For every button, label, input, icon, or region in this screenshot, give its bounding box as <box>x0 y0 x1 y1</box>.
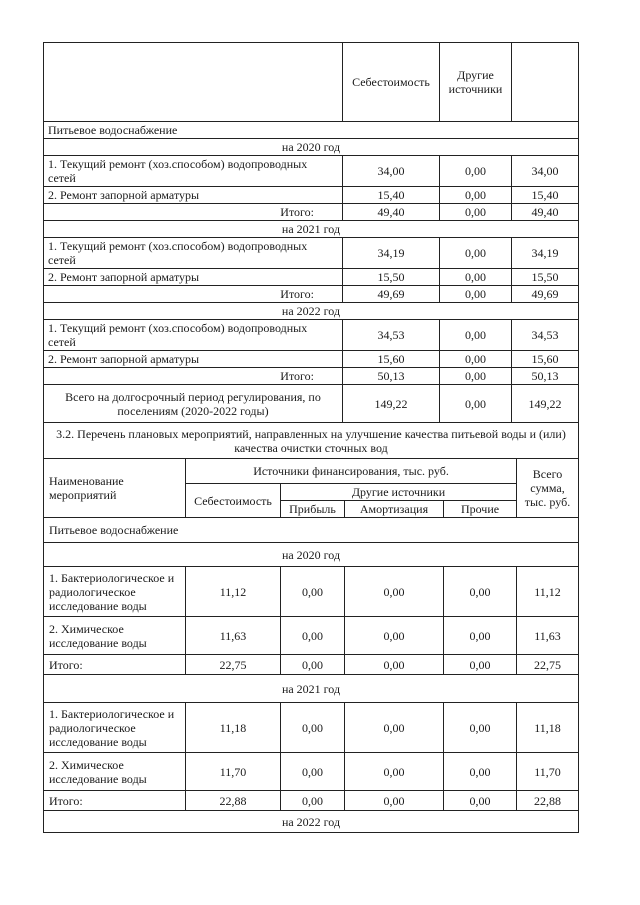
table-row <box>44 156 579 187</box>
table-row <box>44 351 579 368</box>
year-row <box>44 139 579 156</box>
value-cell: 15,40 <box>343 187 440 204</box>
table-row <box>44 320 579 351</box>
value-cell: 0,00 <box>440 320 512 351</box>
table-row <box>44 617 579 655</box>
header-cell-name <box>44 43 343 122</box>
value-cell: 15,60 <box>343 351 440 368</box>
row-name: 2. Химическое исследование воды <box>44 753 186 791</box>
costs-table <box>43 42 579 459</box>
value-cell: 22,75 <box>517 655 579 675</box>
year-label: на 2020 год <box>44 139 579 156</box>
year-row <box>44 675 579 703</box>
section-row <box>44 518 579 543</box>
value-cell: 0,00 <box>281 567 345 617</box>
value-cell: 0,00 <box>444 703 517 753</box>
row-name: 2. Ремонт запорной арматуры <box>44 187 343 204</box>
row-name: 2. Химическое исследование воды <box>44 617 186 655</box>
section-row <box>44 122 579 139</box>
value-cell: 49,69 <box>512 286 579 303</box>
header-cell-cost: Себестоимость <box>186 484 281 518</box>
value-cell: 0,00 <box>281 703 345 753</box>
value-cell: 50,13 <box>343 368 440 385</box>
year-label: на 2020 год <box>44 543 579 567</box>
header-cell-other: Другие источники <box>440 43 512 122</box>
value-cell: 0,00 <box>440 156 512 187</box>
header-cell-misc: Прочие <box>444 501 517 518</box>
value-cell: 34,19 <box>343 238 440 269</box>
value-cell: 0,00 <box>444 617 517 655</box>
value-cell: 0,00 <box>440 286 512 303</box>
row-name: 2. Ремонт запорной арматуры <box>44 351 343 368</box>
value-cell: 34,53 <box>343 320 440 351</box>
header-cell-name: Наименование мероприятий <box>44 459 186 518</box>
value-cell: 149,22 <box>512 385 579 423</box>
value-cell: 11,70 <box>186 753 281 791</box>
header-cell-cost: Себестоимость <box>343 43 440 122</box>
year-label: на 2022 год <box>44 811 579 833</box>
year-label: на 2021 год <box>44 675 579 703</box>
header-cell-amort: Амортизация <box>345 501 444 518</box>
section-label: Питьевое водоснабжение <box>44 518 579 543</box>
value-cell: 0,00 <box>444 753 517 791</box>
value-cell: 11,18 <box>186 703 281 753</box>
value-cell: 0,00 <box>281 655 345 675</box>
value-cell: 149,22 <box>343 385 440 423</box>
table-header-row <box>44 43 579 122</box>
value-cell: 22,75 <box>186 655 281 675</box>
table-row <box>44 567 579 617</box>
value-cell: 50,13 <box>512 368 579 385</box>
measures-table <box>43 458 579 833</box>
value-cell: 15,50 <box>343 269 440 286</box>
header-cell-total: Всего сумма, тыс. руб. <box>517 459 579 518</box>
total-row <box>44 791 579 811</box>
value-cell: 15,50 <box>512 269 579 286</box>
value-cell: 0,00 <box>281 753 345 791</box>
grand-total-label: Всего на долгосрочный период регулирования, по поселениям (2020-2022 годы) <box>44 385 343 423</box>
header-cell-sources: Источники финансирования, тыс. руб. <box>186 459 517 484</box>
total-row <box>44 655 579 675</box>
value-cell: 0,00 <box>440 351 512 368</box>
value-cell: 11,18 <box>517 703 579 753</box>
section-label: Питьевое водоснабжение <box>44 122 579 139</box>
total-label: Итого: <box>44 655 186 675</box>
year-label: на 2022 год <box>44 303 579 320</box>
total-row <box>44 286 579 303</box>
year-row <box>44 303 579 320</box>
value-cell: 0,00 <box>345 655 444 675</box>
total-row <box>44 368 579 385</box>
header-cell-total <box>512 43 579 122</box>
value-cell: 11,63 <box>186 617 281 655</box>
value-cell: 0,00 <box>444 791 517 811</box>
value-cell: 0,00 <box>345 791 444 811</box>
total-row <box>44 204 579 221</box>
value-cell: 0,00 <box>440 204 512 221</box>
value-cell: 34,19 <box>512 238 579 269</box>
value-cell: 22,88 <box>517 791 579 811</box>
table-row <box>44 187 579 204</box>
year-row <box>44 543 579 567</box>
year-label: на 2021 год <box>44 221 579 238</box>
table-row <box>44 269 579 286</box>
row-name: 2. Ремонт запорной арматуры <box>44 269 343 286</box>
table-row <box>44 753 579 791</box>
section-title: 3.2. Перечень плановых мероприятий, направленных на улучшение качества питьевой воды и (или) качества очистки сточных вод <box>44 423 579 459</box>
value-cell: 0,00 <box>281 791 345 811</box>
value-cell: 0,00 <box>440 368 512 385</box>
value-cell: 0,00 <box>440 238 512 269</box>
value-cell: 15,60 <box>512 351 579 368</box>
total-label: Итого: <box>44 204 343 221</box>
value-cell: 0,00 <box>345 753 444 791</box>
year-row <box>44 811 579 833</box>
value-cell: 11,12 <box>186 567 281 617</box>
value-cell: 0,00 <box>440 385 512 423</box>
value-cell: 22,88 <box>186 791 281 811</box>
value-cell: 0,00 <box>440 187 512 204</box>
value-cell: 0,00 <box>345 567 444 617</box>
header-cell-profit: Прибыль <box>281 501 345 518</box>
year-row <box>44 221 579 238</box>
value-cell: 49,40 <box>512 204 579 221</box>
value-cell: 15,40 <box>512 187 579 204</box>
value-cell: 49,40 <box>343 204 440 221</box>
total-label: Итого: <box>44 791 186 811</box>
value-cell: 34,53 <box>512 320 579 351</box>
value-cell: 11,70 <box>517 753 579 791</box>
value-cell: 34,00 <box>343 156 440 187</box>
value-cell: 11,63 <box>517 617 579 655</box>
value-cell: 49,69 <box>343 286 440 303</box>
table-header-row <box>44 459 579 484</box>
section-title-row <box>44 423 579 459</box>
row-name: 1. Текущий ремонт (хоз.способом) водопроводных сетей <box>44 320 343 351</box>
row-name: 1. Бактериологическое и радиологическое исследование воды <box>44 703 186 753</box>
document-page <box>43 42 578 833</box>
total-label: Итого: <box>44 368 343 385</box>
value-cell: 11,12 <box>517 567 579 617</box>
value-cell: 34,00 <box>512 156 579 187</box>
total-label: Итого: <box>44 286 343 303</box>
value-cell: 0,00 <box>345 617 444 655</box>
header-cell-other: Другие источники <box>281 484 517 501</box>
value-cell: 0,00 <box>444 655 517 675</box>
value-cell: 0,00 <box>440 269 512 286</box>
table-row <box>44 703 579 753</box>
value-cell: 0,00 <box>281 617 345 655</box>
table-row <box>44 238 579 269</box>
value-cell: 0,00 <box>444 567 517 617</box>
row-name: 1. Текущий ремонт (хоз.способом) водопроводных сетей <box>44 238 343 269</box>
grand-total-row <box>44 385 579 423</box>
row-name: 1. Текущий ремонт (хоз.способом) водопроводных сетей <box>44 156 343 187</box>
value-cell: 0,00 <box>345 703 444 753</box>
row-name: 1. Бактериологическое и радиологическое исследование воды <box>44 567 186 617</box>
